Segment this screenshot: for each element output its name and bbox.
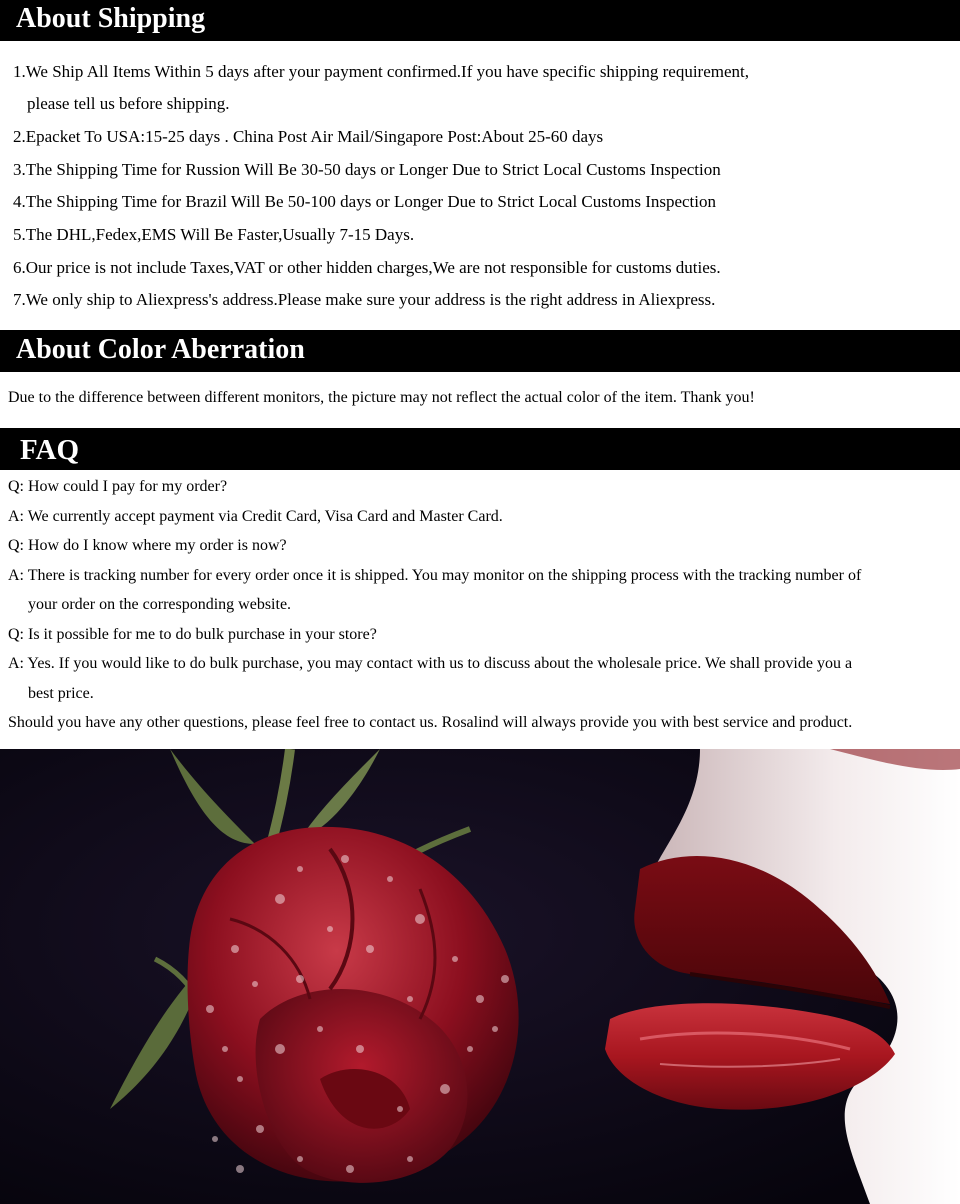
faq-answer: A: We currently accept payment via Credit Card, Visa Card and Master Card. — [8, 508, 503, 525]
shipping-item: 4.The Shipping Time for Brazil Will Be 50-100 days or Longer Due to Strict Local Customs Inspection — [13, 192, 717, 211]
faq-section-header: FAQ — [0, 428, 960, 470]
shipping-item: please tell us before shipping. — [27, 94, 230, 113]
faq-question: Q: How could I pay for my order? — [8, 478, 228, 495]
rose-lips-product-image — [0, 749, 960, 1204]
shipping-item: 6.Our price is not include Taxes,VAT or other hidden charges,We are not responsible for customs duties. — [13, 258, 721, 277]
faq-answer-continuation: your order on the corresponding website. — [28, 596, 292, 613]
color-aberration-text: Due to the difference between different monitors, the picture may not reflect the actual color of the item. Thank you! — [8, 389, 755, 406]
color-section-header: About Color Aberration — [0, 330, 960, 372]
faq-closing-note: Should you have any other questions, please feel free to contact us. Rosalind will always provide you with best service and product. — [8, 714, 853, 731]
shipping-item: 3.The Shipping Time for Russion Will Be 30-50 days or Longer Due to Strict Local Customs Inspection — [13, 160, 721, 179]
faq-question: Q: How do I know where my order is now? — [8, 537, 287, 554]
shipping-item: 1.We Ship All Items Within 5 days after your payment confirmed.If you have specific shipping requirement, — [13, 62, 750, 81]
shipping-item: 5.The DHL,Fedex,EMS Will Be Faster,Usually 7-15 Days. — [13, 225, 415, 244]
faq-answer: A: There is tracking number for every order once it is shipped. You may monitor on the shipping process with the tracking number of — [8, 567, 862, 584]
faq-question: Q: Is it possible for me to do bulk purchase in your store? — [8, 626, 377, 643]
shipping-section-header: About Shipping — [0, 0, 960, 41]
faq-answer-continuation: best price. — [28, 685, 94, 702]
shipping-item: 2.Epacket To USA:15-25 days . China Post Air Mail/Singapore Post:About 25-60 days — [13, 127, 604, 146]
faq-answer: A: Yes. If you would like to do bulk purchase, you may contact with us to discuss about the wholesale price. We shall provide you a — [8, 655, 853, 672]
shipping-item: 7.We only ship to Aliexpress's address.Please make sure your address is the right address in Aliexpress. — [13, 290, 716, 309]
